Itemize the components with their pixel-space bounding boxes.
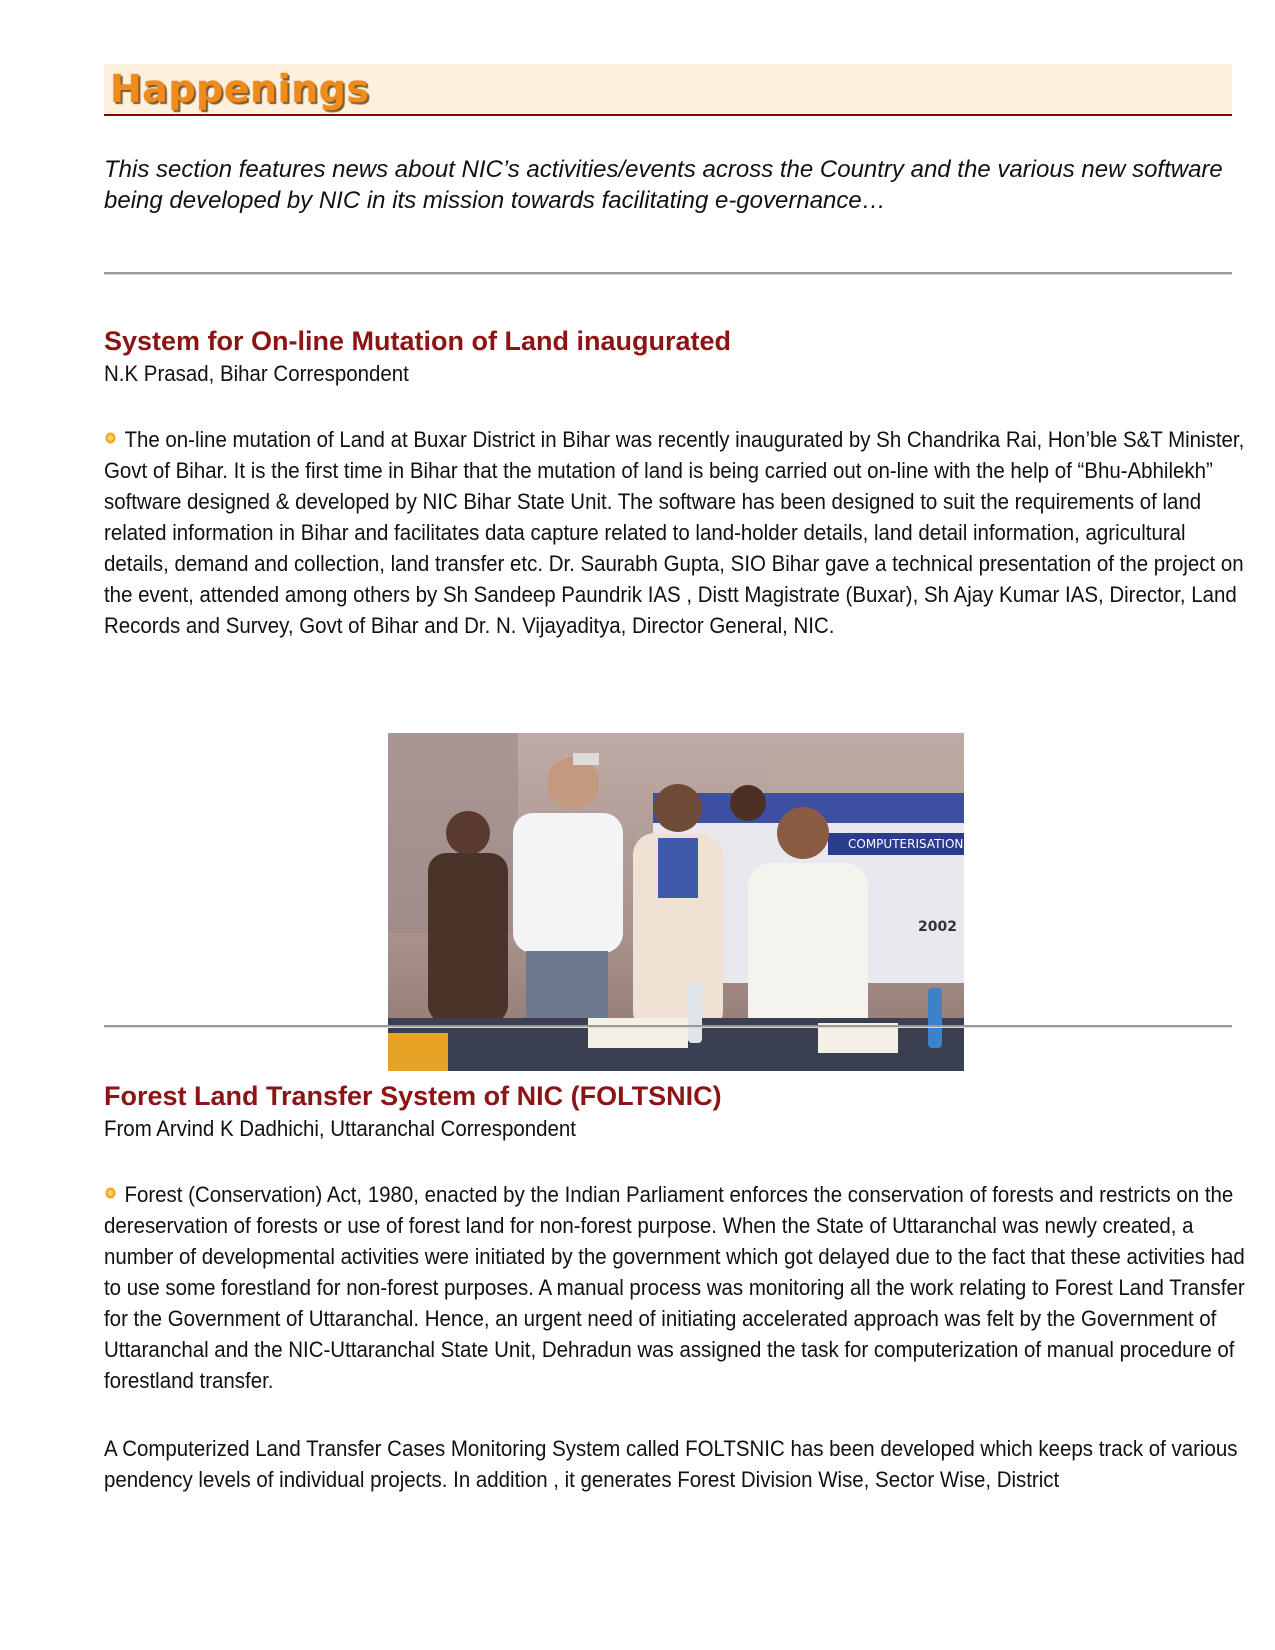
- page: [104, 64, 1245, 1492]
- photo-year-text: 2002: [918, 919, 957, 935]
- bullet-icon: [104, 431, 117, 445]
- article-foltsnic: [104, 1081, 1245, 1495]
- intro-text: This section features news about NIC’s activities/events across the Country and the various new software being developed by NIC in its mission towards facilitating e-governance…: [104, 156, 1223, 214]
- article-paragraph: [104, 424, 1246, 641]
- bullet-icon: [104, 1186, 117, 1200]
- article-paragraph: [104, 1179, 1246, 1396]
- section-title-happenings: Happenings: [110, 67, 370, 111]
- article-title: Forest Land Transfer System of NIC (FOLTSNIC): [104, 1081, 722, 1111]
- divider: [104, 1025, 1232, 1028]
- article-byline: N.K Prasad, Bihar Correspondent: [104, 361, 409, 386]
- article-paragraph-text: The on-line mutation of Land at Buxar District in Bihar was recently inaugurated by Sh Chandrika Rai, Hon’ble S&T Minister, Govt of Bihar. It is the first time in Bihar that the mutation of land is being carried out on-line with the help of “Bhu-Abhilekh” software designed & developed by NIC Bihar State Unit. The software has been designed to suit the requirements of land related information in Bihar and facilitates data capture related to land-holder details, land detail information, agricultural details, demand and collection, land transfer etc. Dr. Saurabh Gupta, SIO Bihar gave a technical presentation of the project on the event, attended among others by Sh Sandeep Paundrik IAS , Distt Magistrate (Buxar), Sh Ajay Kumar IAS, Director, Land Records and Survey, Govt of Bihar and Dr. N. Vijayaditya, Director General, NIC.: [104, 427, 1245, 638]
- svg-text:COMPUTERISATION: COMPUTERISATION: [848, 837, 964, 851]
- article-byline: From Arvind K Dadhichi, Uttaranchal Correspondent: [104, 1116, 576, 1141]
- article-paragraph-text: Forest (Conservation) Act, 1980, enacted by the Indian Parliament enforces the conservation of forests and restricts on the dereservation of forests or use of forest land for non-forest purpose. When the State of Uttaranchal was newly created, a number of developmental activities were initiated by the government which got delayed due to the fact that these activities had to use some forestland for non-forest purposes. A manual process was monitoring all the work relating to Forest Land Transfer for the Government of Uttaranchal. Hence, an urgent need of initiating accelerated approach was felt by the Government of Uttaranchal and the NIC-Uttaranchal State Unit, Dehradun was assigned the task for computerization of manual procedure of forestland transfer.: [104, 1182, 1245, 1393]
- divider: [104, 272, 1232, 275]
- section-banner: [104, 64, 1232, 116]
- article-online-mutation: [104, 326, 1245, 641]
- article-paragraph: A Computerized Land Transfer Cases Monitoring System called FOLTSNIC has been developed which keeps track of various pendency levels of individual projects. In addition , it generates Forest Division Wise, Sector Wise, District: [104, 1436, 1238, 1492]
- article-title: System for On-line Mutation of Land inaugurated: [104, 326, 732, 356]
- event-photo: [388, 733, 964, 1071]
